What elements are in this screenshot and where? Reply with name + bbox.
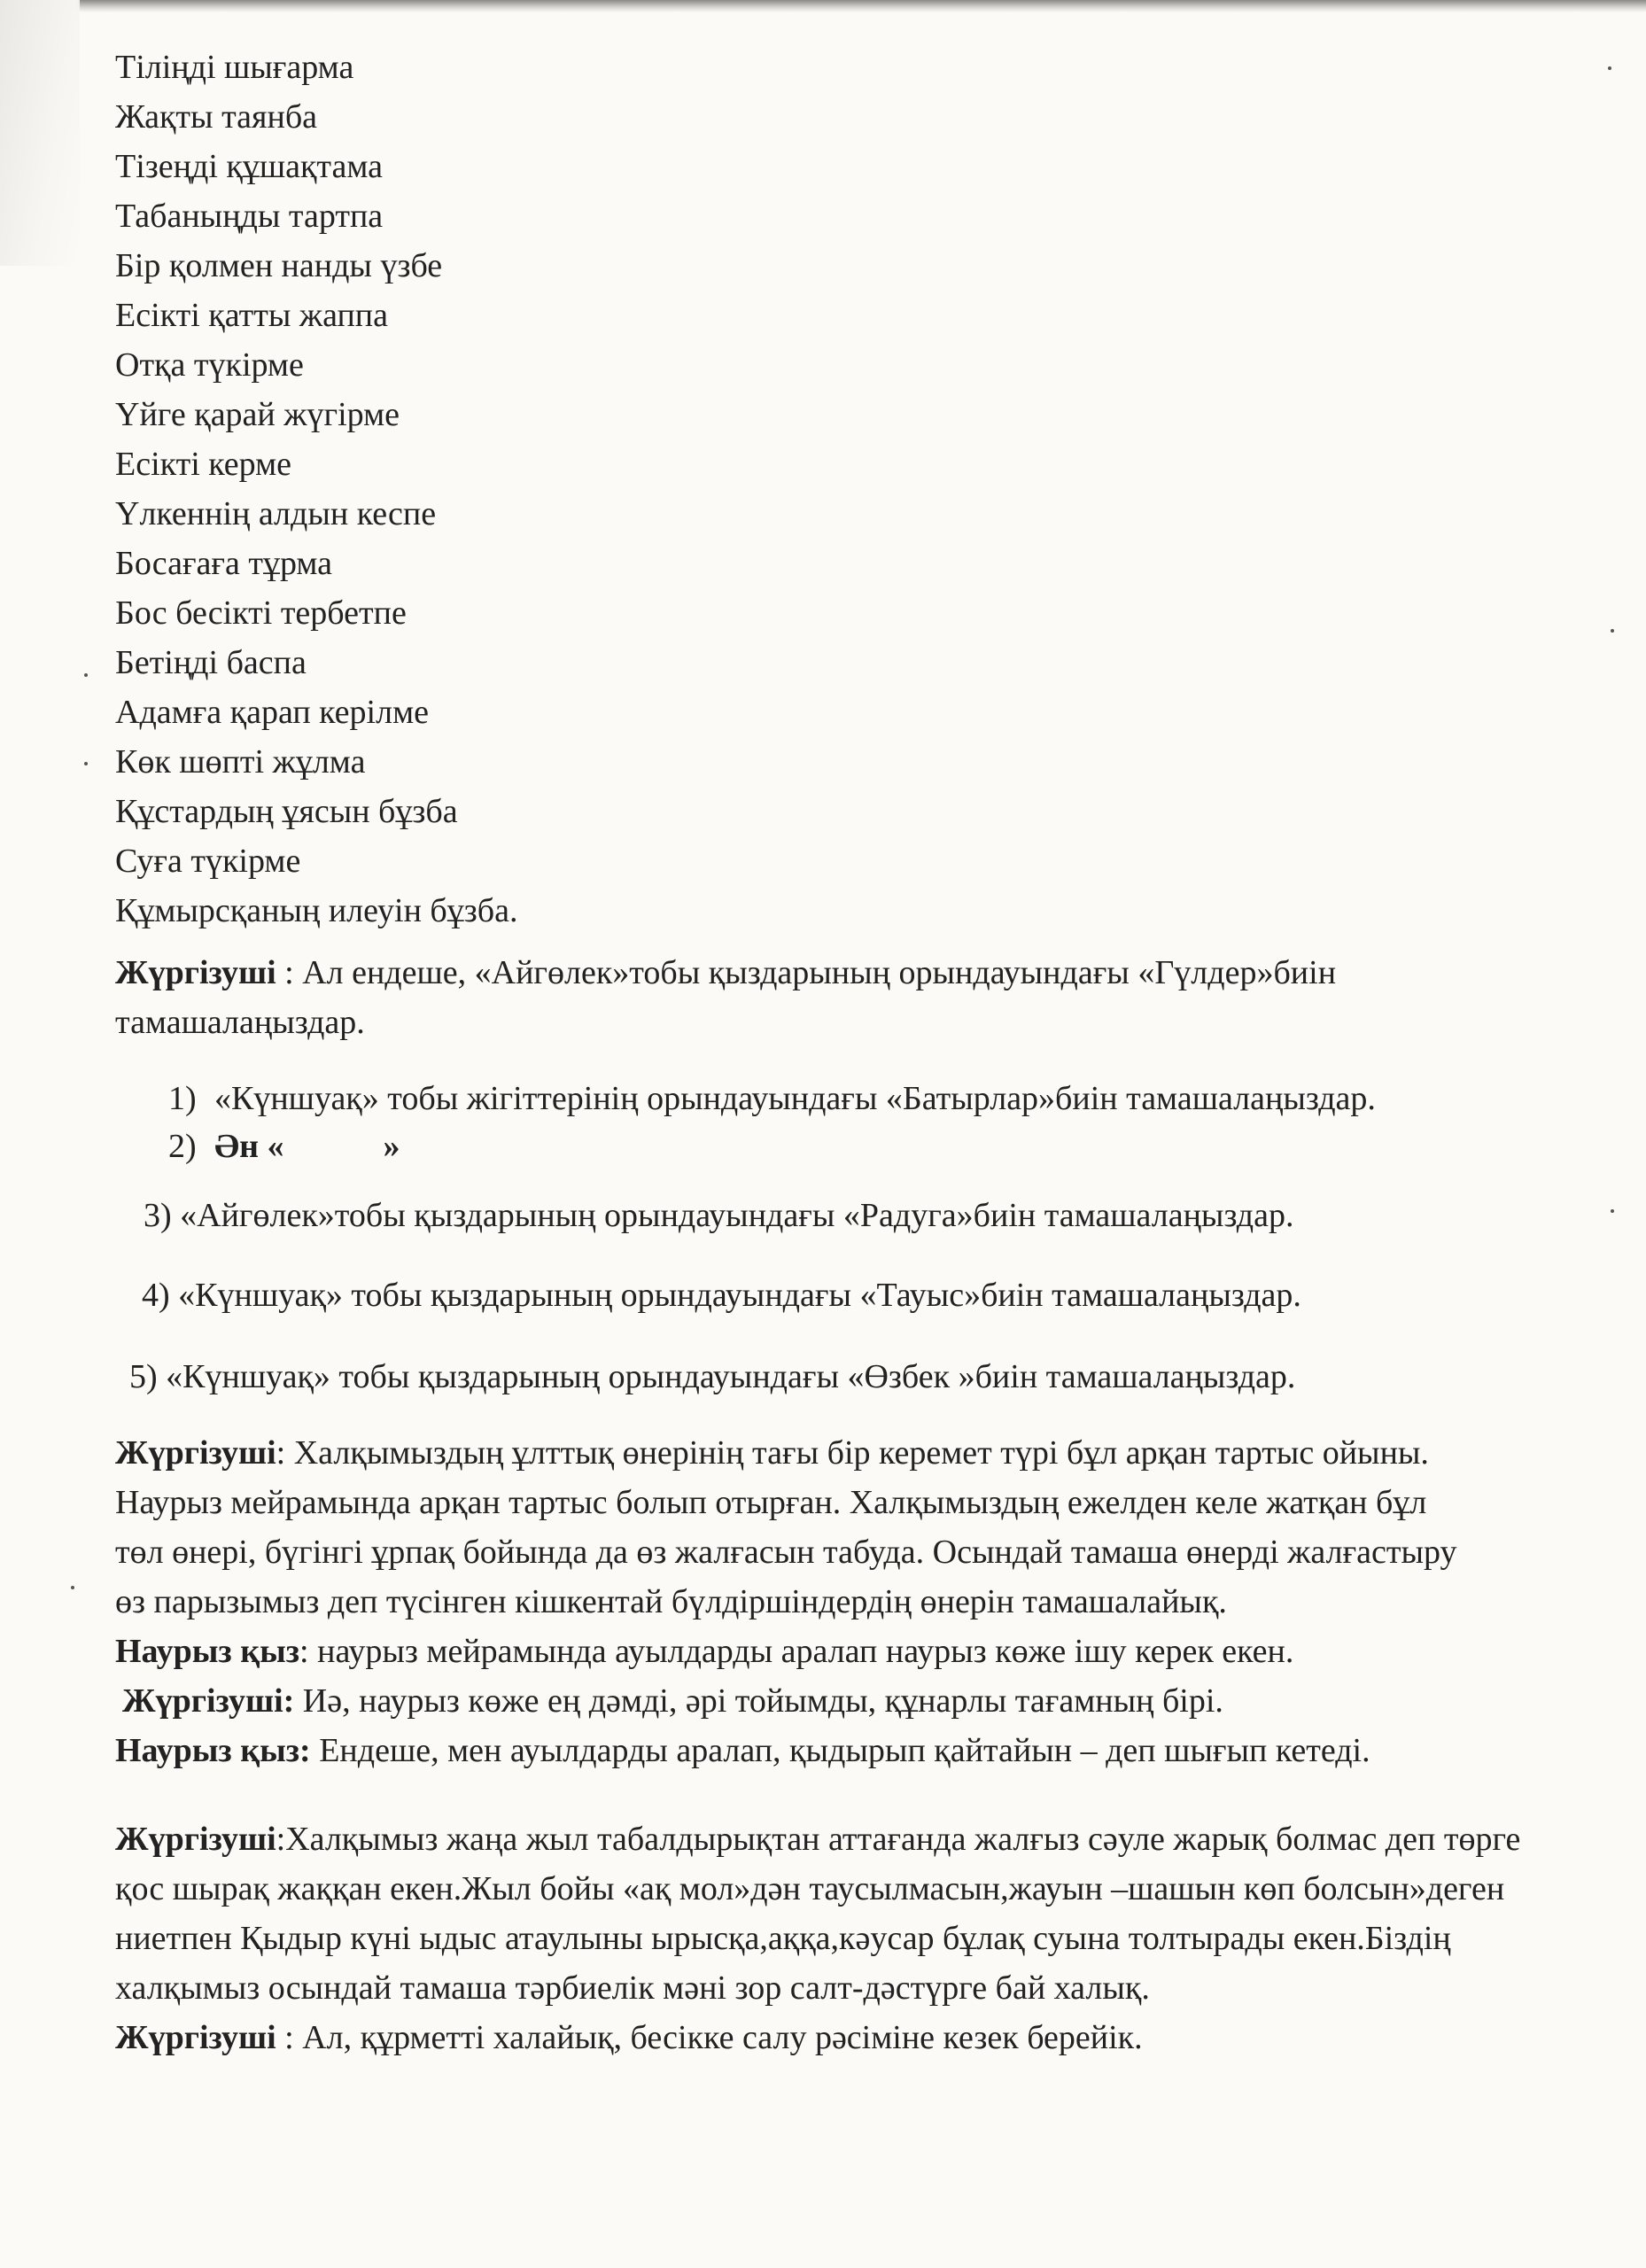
rule-line: Бетіңді баспа	[115, 644, 307, 681]
scan-speck	[84, 762, 88, 765]
list-item: 4) «Күншуақ» тобы қыздарының орындауындағы «Тауыс»биін тамашалаңыздар.	[142, 1277, 1301, 1314]
document-body	[115, 43, 1568, 2062]
rule-line: Бос бесікті тербетпе	[115, 594, 407, 632]
rule-line: Босағаға тұрма	[115, 545, 333, 582]
rule-line: Құстардың ұясын бұзба	[115, 793, 458, 830]
rule-line: Көк шөпті жұлма	[115, 743, 366, 781]
scan-speck	[71, 1586, 74, 1589]
performance-list	[115, 1074, 1568, 1419]
scan-speck	[1608, 66, 1611, 70]
list-item: 1) «Күншуақ» тобы жігіттерінің орындауындағы «Батырлар»биін тамашалаңыздар.	[168, 1080, 1376, 1117]
page-top-edge	[0, 0, 1646, 12]
rule-line: Үлкеннің алдын кеспе	[115, 495, 437, 532]
paragraph-presenter-4	[115, 1814, 1568, 2013]
paragraph-presenter-3	[115, 1676, 1568, 1726]
rule-line: Есікті қатты жаппа	[115, 297, 389, 334]
rule-line: Үйге қарай жүгірме	[115, 396, 400, 433]
rule-line: Адамға қарап керілме	[115, 694, 429, 731]
rule-line: Бір қолмен нанды үзбе	[115, 247, 443, 284]
speaker-label: Жүргізуші	[115, 1434, 276, 1472]
list-item: 5) «Күншуақ» тобы қыздарының орындауындағы «Өзбек »биін тамашалаңыздар.	[129, 1358, 1296, 1395]
scan-speck	[84, 673, 88, 677]
rule-line: Есікті керме	[115, 446, 291, 483]
rule-line: Құмырсқаның илеуін бұзба.	[115, 892, 518, 929]
speaker-label: Жүргізуші	[115, 954, 276, 991]
speaker-label: Жүргізуші:	[122, 1682, 295, 1720]
paragraph-presenter-1	[115, 948, 1515, 1047]
rule-line: Жақты таянба	[115, 98, 318, 136]
paragraph-nauryz-2	[115, 1726, 1568, 1775]
paragraph-text: Ендеше, мен ауылдарды аралап, қыдырып қайтайын – деп шығып кетеді.	[310, 1732, 1370, 1769]
rule-line: Отқа түкірме	[115, 346, 304, 384]
paragraph-presenter-2	[115, 1428, 1479, 1627]
rule-line: Суға түкірме	[115, 843, 301, 880]
rules-list	[115, 43, 1568, 936]
speaker-label: Жүргізуші	[115, 1821, 276, 1858]
paragraph-text: Иә, наурыз көже ең дәмді, әрі тойымды, құнарлы тағамның бірі.	[294, 1682, 1223, 1720]
paragraph-text: : наурыз мейрамында ауылдарды аралап наурыз көже ішу керек екен.	[299, 1633, 1294, 1670]
speaker-label: Жүргізуші	[115, 2019, 276, 2056]
paragraph-nauryz-1	[115, 1627, 1568, 1676]
speaker-label: Наурыз қыз:	[115, 1732, 311, 1769]
scan-speck	[1611, 629, 1614, 633]
paragraph-text: :Халқымыз жаңа жыл табалдырықтан аттағанда жалғыз сәуле жарық болмас деп төрге қос шырақ жаққан екен.Жыл бойы «ақ мол»дән таусылмасын,жауын –шашын көп болсын»деген ниетпен Қыдыр күні ыдыс атаулыны ырысқа,аққа,кәусар бұлақ суына толтырады екен.Біздің халқымыз осындай тамаша тәрбиелік мәні зор салт-дәстүрге бай халық.	[115, 1821, 1521, 2007]
list-item: 3) «Айгөлек»тобы қыздарының орындауындағы «Радуга»биін тамашалаңыздар.	[144, 1197, 1294, 1234]
paragraph-text: : Халқымыздың ұлттық өнерінің тағы бір керемет түрі бұл арқан тартыс ойыны. Наурыз мейрамында арқан тартыс болып отырған. Халқымыздың ежелден келе жатқан бұл төл өнері, бүгінгі ұрпақ бойында да өз жалғасын табуда. Осындай тамаша өнерді жалғастыру өз парызымыз деп түсінген кішкентай бүлдіршіндердің өнерін тамашалайық.	[115, 1434, 1457, 1620]
paragraph-text: : Ал ендеше, «Айгөлек»тобы қыздарының орындауындағы «Гүлдер»биін тамашалаңыздар.	[115, 954, 1337, 1041]
page-fold-shadow	[0, 0, 80, 266]
scan-speck	[1611, 1209, 1614, 1213]
list-item: 2) Ән « »	[168, 1128, 400, 1165]
rule-line: Тізеңді құшақтама	[115, 148, 384, 185]
rule-line: Табаныңды тартпа	[115, 198, 384, 235]
speaker-label: Наурыз қыз	[115, 1633, 300, 1670]
paragraph-text: : Ал, құрметті халайық, бесікке салу рәсіміне кезек берейік.	[276, 2019, 1143, 2056]
paragraph-presenter-5	[115, 2013, 1568, 2062]
rule-line: Тіліңді шығарма	[115, 49, 354, 86]
